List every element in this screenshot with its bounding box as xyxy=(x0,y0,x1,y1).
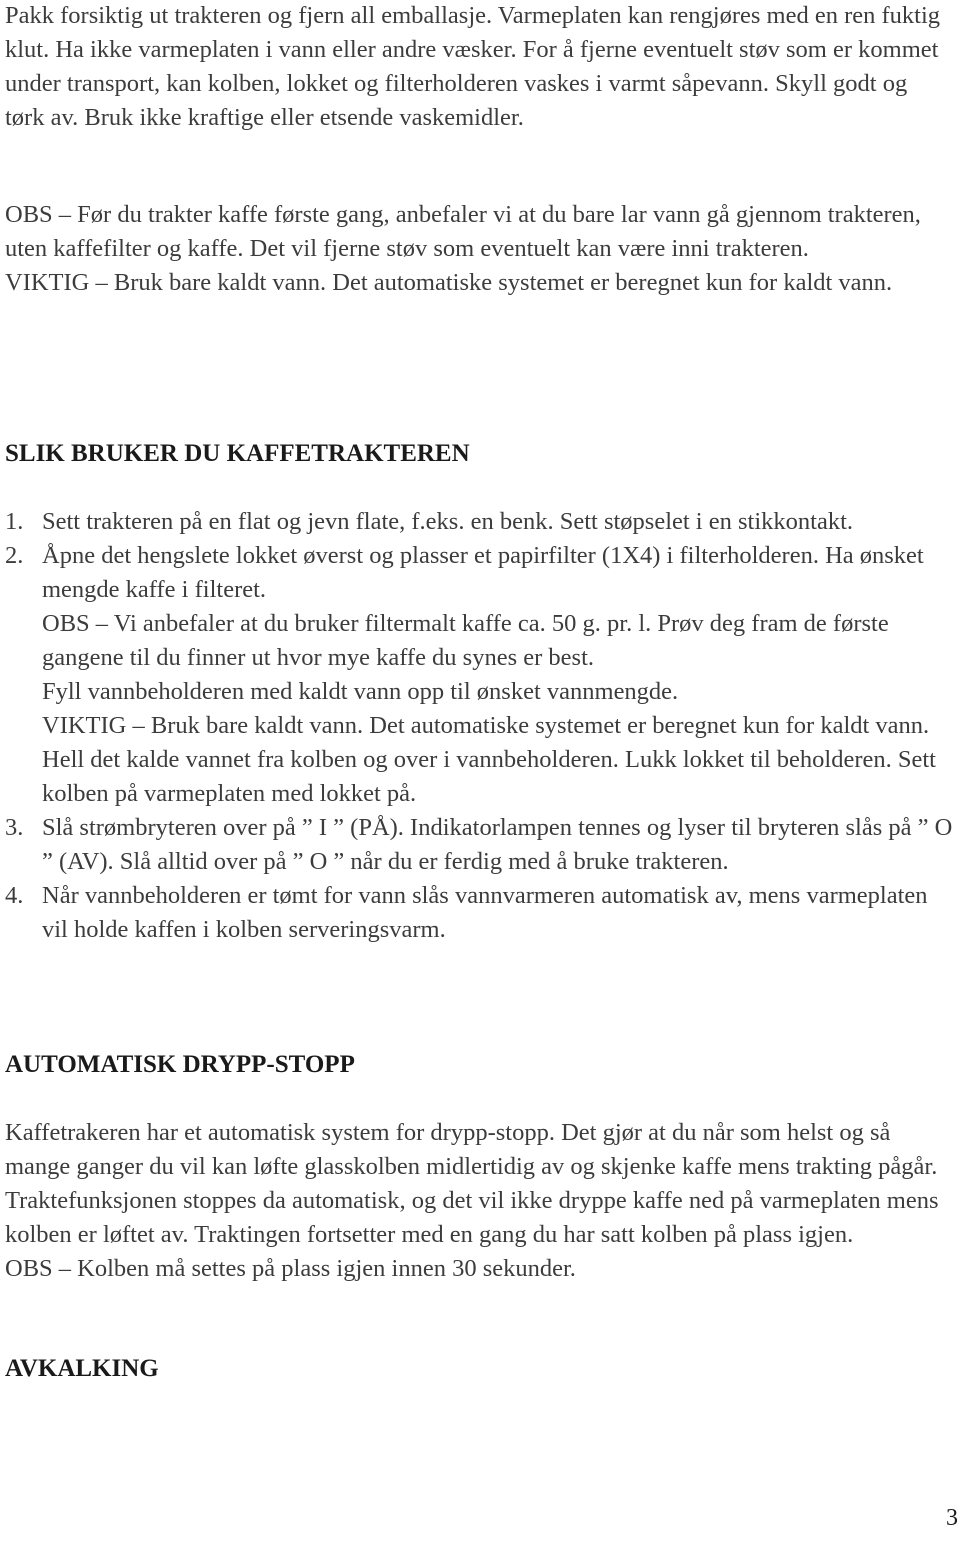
step-3 xyxy=(5,811,955,879)
page-number: 3 xyxy=(946,1505,958,1531)
usage-heading: SLIK BRUKER DU KAFFETRAKTEREN xyxy=(5,440,470,467)
drip-stop-body: Kaffetrakeren har et automatisk system for drypp-stopp. Det gjør at du når som helst og så mange ganger du vil kan løfte glasskolben midlertidig av og skjenke kaffe mens trakting pågår. Traktefunksjonen stoppes da automatisk, og det vil ikke dryppe kaffe ned på varmeplaten mens kolben er løftet av. Traktingen fortsetter med en gang du har satt kolben på plass igjen. xyxy=(5,1119,939,1248)
step-viktig: VIKTIG – Bruk bare kaldt vann. Det automatiske systemet er beregnet kun for kaldt vann. Hell det kalde vannet fra kolben og over i vannbeholderen. Lukk lokket til beholderen. Sett kolben på varmeplaten med lokket på. xyxy=(42,712,936,807)
intro-paragraph: Pakk forsiktig ut trakteren og fjern all emballasje. Varmeplaten kan rengjøres med en ren fuktig klut. Ha ikke varmeplaten i vann eller andre væsker. For å fjerne eventuelt støv som er kommet under transport, kan kolben, lokket og filterholderen vaskes i varmt såpevann. Skyll godt og tørk av. Bruk ikke kraftige eller etsende vaskemidler. xyxy=(5,2,941,131)
drip-stop-obs: OBS – Kolben må settes på plass igjen innen 30 sekunder. xyxy=(5,1255,576,1282)
step-number: 4. xyxy=(5,882,24,909)
step-number: 3. xyxy=(5,814,24,841)
drip-stop-heading: AUTOMATISK DRYPP-STOPP xyxy=(5,1051,355,1078)
drip-stop-section xyxy=(5,1116,950,1286)
descaling-heading: AVKALKING xyxy=(5,1355,159,1382)
step-1 xyxy=(5,505,955,539)
step-2 xyxy=(5,539,955,811)
first-use-notice xyxy=(5,198,940,300)
step-obs: OBS – Vi anbefaler at du bruker filtermalt kaffe ca. 50 g. pr. l. Prøv deg fram de første gangene til du finner ut hvor mye kaffe du synes er best. xyxy=(42,610,889,671)
step-text: Når vannbeholderen er tømt for vann slås vannvarmeren automatisk av, mens varmeplaten vil holde kaffen i kolben serveringsvarm. xyxy=(42,882,928,943)
step-number: 2. xyxy=(5,542,24,569)
step-text: Slå strømbryteren over på ” I ” (PÅ). Indikatorlampen tennes og lyser til bryteren slås på ” O ” (AV). Slå alltid over på ” O ” når du er ferdig med å bruke trakteren. xyxy=(42,814,953,875)
step-text: Sett trakteren på en flat og jevn flate, f.eks. en benk. Sett støpselet i en stikkontakt. xyxy=(42,508,854,535)
viktig-cold-water: VIKTIG – Bruk bare kaldt vann. Det automatiske systemet er beregnet kun for kaldt vann. xyxy=(5,269,893,296)
obs-first-use: OBS – Før du trakter kaffe første gang, anbefaler vi at du bare lar vann gå gjennom trakteren, uten kaffefilter og kaffe. Det vil fjerne støv som eventuelt kan være inni trakteren. xyxy=(5,201,921,262)
step-text: Åpne det hengslete lokket øverst og plasser et papirfilter (1X4) i filterholderen. Ha ønsket mengde kaffe i filteret. xyxy=(42,542,924,603)
step-fill: Fyll vannbeholderen med kaldt vann opp til ønsket vannmengde. xyxy=(42,678,679,705)
step-4 xyxy=(5,879,955,947)
usage-steps xyxy=(5,505,955,947)
step-number: 1. xyxy=(5,508,24,535)
